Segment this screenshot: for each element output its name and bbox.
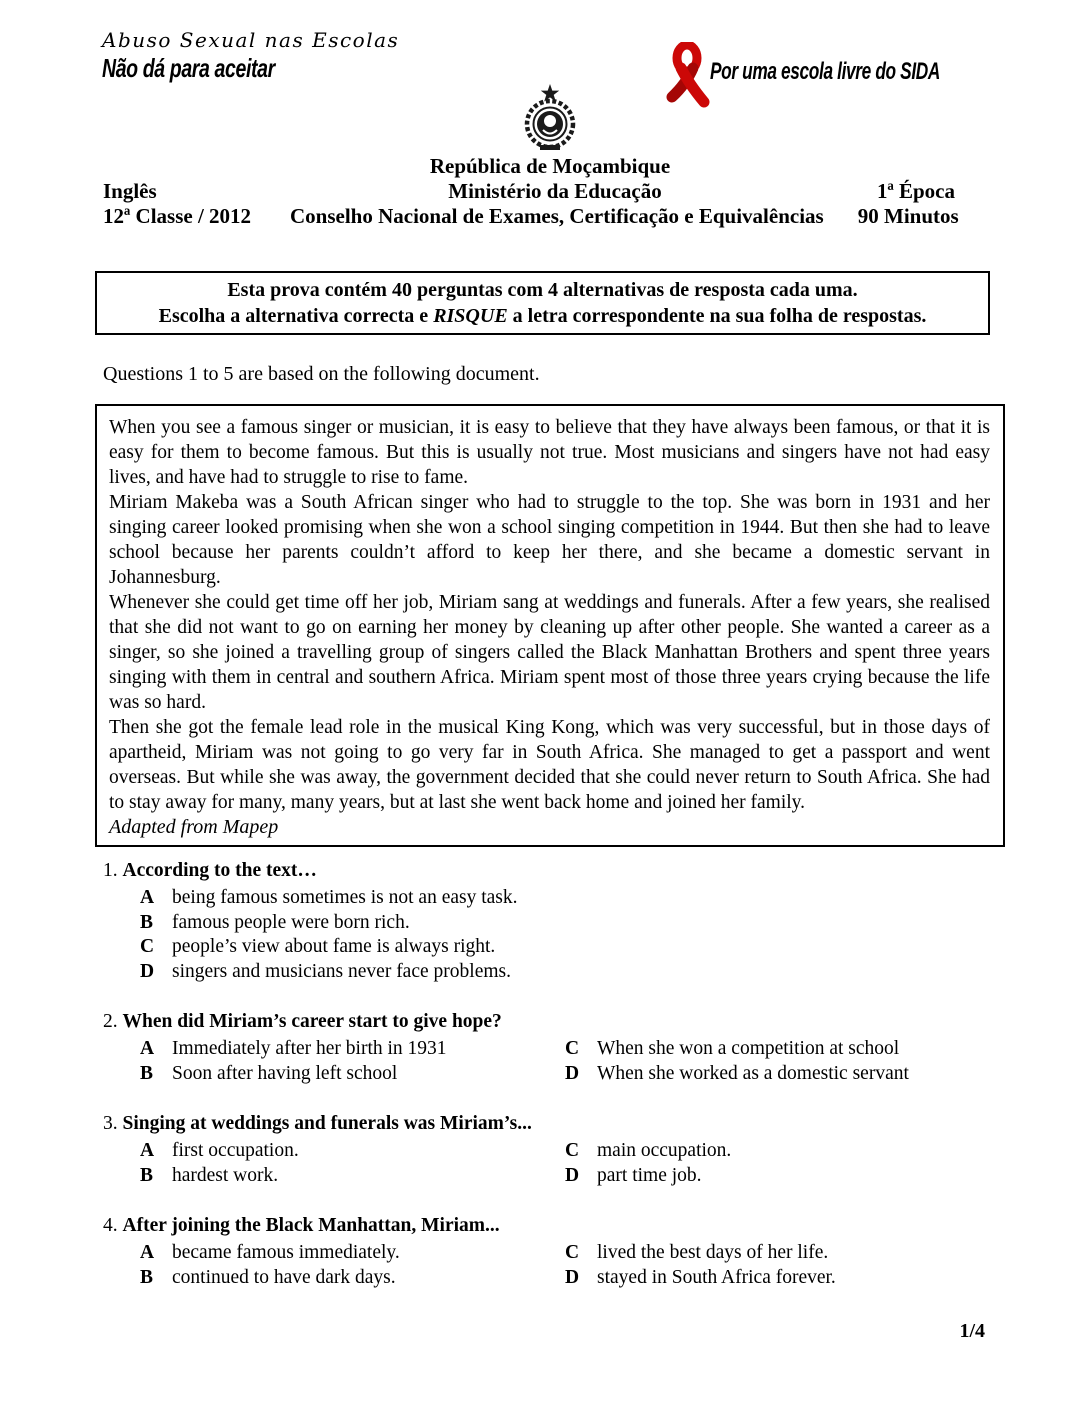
aids-ribbon-icon xyxy=(662,42,714,110)
question-4-options xyxy=(103,1241,1005,1290)
question-number: 2. xyxy=(103,1011,118,1032)
subject-label: Inglês xyxy=(103,179,157,203)
passage-paragraph-4: Then she got the female lead role in the musical King Kong, which was very successful, but in those days of apartheid, Miriam was not going to go very far in South Africa. She managed to get a passport and went overseas. But while she was away, the government decided that she could never return to South Africa. She had to stay away for many, many years, but at last she went back home and joined her family. xyxy=(109,717,990,813)
question-text: Singing at weddings and funerals was Miriam’s... xyxy=(122,1113,532,1134)
option-d-text: part time job. xyxy=(597,1164,702,1186)
option-c-text: When she won a competition at school xyxy=(597,1038,900,1059)
option-letter: D xyxy=(140,960,155,982)
option-a-letter: A xyxy=(140,1140,155,1161)
option-b-text: continued to have dark days. xyxy=(172,1266,396,1288)
grade-year-label: 12ª Classe / 2012 xyxy=(103,204,252,228)
instructions-line-2-post: a letra correspondente na sua folha de respostas. xyxy=(507,305,927,327)
option-d-letter: D xyxy=(565,1266,580,1288)
council-label: Conselho Nacional de Exames, Certificação e Equivalências xyxy=(290,204,824,228)
option-d xyxy=(103,960,1005,985)
option-b-letter: B xyxy=(140,1266,154,1288)
question-text: According to the text… xyxy=(122,860,317,881)
header-row-1 xyxy=(95,179,1005,204)
instructions-line-1: Esta prova contém 40 perguntas com 4 alternativas de resposta cada uma. xyxy=(227,279,858,301)
section-intro: Questions 1 to 5 are based on the following document. xyxy=(103,363,540,385)
question-4 xyxy=(103,1213,1005,1290)
passage-paragraph-3: Whenever she could get time off her job, Miriam sang at weddings and funerals. After a few years, she realised that she did not want to go on earning her money by cleaning up after other people. She wanted a career as a singer, so she joined a travelling group of singers called the Black Manhattan Brothers and spent three years singing with them in central and southern Africa. Miriam spent most of those three years crying because the life was so hard. xyxy=(109,592,990,713)
option-b xyxy=(103,911,1005,936)
option-d-text: When she worked as a domestic servant xyxy=(597,1062,909,1084)
campaign-banner-right xyxy=(662,42,1029,110)
option-text: singers and musicians never face problems. xyxy=(172,960,511,982)
question-3-options xyxy=(103,1139,1005,1188)
campaign-script-line: Abuso Sexual nas Escolas xyxy=(102,28,400,52)
option-d-text: stayed in South Africa forever. xyxy=(597,1266,836,1288)
passage-paragraph-1: When you see a famous singer or musician, it is easy to believe that they have always been famous, or that it is easy for them to become famous. But this is usually not true. Most musicians and singers have not had easy lives, and have had to struggle to rise to fame. xyxy=(109,417,990,488)
instructions-emphasis-word: RISQUE xyxy=(433,305,508,327)
option-a-text: first occupation. xyxy=(172,1140,299,1161)
questions-section xyxy=(95,858,1005,1290)
campaign-banner-left xyxy=(102,28,399,84)
option-a-text: became famous immediately. xyxy=(172,1242,400,1263)
option-a-text: Immediately after her birth in 1931 xyxy=(172,1038,447,1059)
instructions-box xyxy=(95,271,990,335)
question-2-head xyxy=(103,1009,1005,1034)
question-1-head xyxy=(103,858,1005,883)
option-c-text: lived the best days of her life. xyxy=(597,1242,829,1263)
question-3 xyxy=(103,1111,1005,1188)
option-a xyxy=(103,886,1005,911)
option-c-letter: C xyxy=(565,1140,580,1161)
question-4-head xyxy=(103,1213,1005,1238)
option-a-letter: A xyxy=(140,1242,155,1263)
option-text: people’s view about fame is always right. xyxy=(172,936,496,957)
question-3-head xyxy=(103,1111,1005,1136)
option-b-text: hardest work. xyxy=(172,1164,279,1186)
question-1 xyxy=(103,858,1005,984)
passage-credit: Adapted from Mapep xyxy=(109,816,279,838)
option-d-letter: D xyxy=(565,1062,580,1084)
question-1-options xyxy=(103,886,1005,984)
epoch-label: 1ª Época xyxy=(876,179,955,203)
passage-paragraph-2: Miriam Makeba was a South African singer who had to struggle to the top. She was born in 1931 and her singing career looked promising when she won a school singing competition in 1944. But then she had to leave school because her parents couldn’t afford to keep her there, and she became a domestic servant in Johannesburg. xyxy=(109,492,990,588)
option-b-letter: B xyxy=(140,1164,154,1186)
option-a-letter: A xyxy=(140,1038,155,1059)
question-2-options xyxy=(103,1037,1005,1086)
header-row-2 xyxy=(95,204,1005,229)
option-letter: B xyxy=(140,911,154,933)
duration-label: 90 Minutos xyxy=(857,204,959,228)
option-text: being famous sometimes is not an easy task. xyxy=(172,887,518,908)
option-text: famous people were born rich. xyxy=(172,911,410,933)
campaign-slogan-right: Por uma escola livre do SIDA xyxy=(710,58,941,85)
instructions-line-2-pre: Escolha a alternativa correcta e xyxy=(158,305,434,327)
question-text: When did Miriam’s career start to give hope? xyxy=(122,1011,502,1032)
option-d-letter: D xyxy=(565,1164,580,1186)
campaign-slogan-left: Não dá para aceitar xyxy=(102,53,275,83)
option-c xyxy=(103,935,1005,960)
option-c-text: main occupation. xyxy=(597,1140,732,1161)
option-b-letter: B xyxy=(140,1062,154,1084)
ministry-label: Ministério da Educação xyxy=(448,179,662,203)
option-c-letter: C xyxy=(565,1242,580,1263)
republic-title: República de Moçambique xyxy=(429,154,671,178)
question-2 xyxy=(103,1009,1005,1086)
option-b-text: Soon after having left school xyxy=(172,1062,398,1084)
question-number: 1. xyxy=(103,860,118,881)
question-number: 4. xyxy=(103,1215,118,1236)
option-letter: C xyxy=(140,936,155,957)
question-number: 3. xyxy=(103,1113,118,1134)
page-number: 1/4 xyxy=(959,1320,985,1342)
option-c-letter: C xyxy=(565,1038,580,1059)
option-letter: A xyxy=(140,887,155,908)
instructions-line-2 xyxy=(107,303,978,329)
reading-passage-box xyxy=(95,404,1005,847)
question-text: After joining the Black Manhattan, Miriam... xyxy=(122,1215,500,1236)
